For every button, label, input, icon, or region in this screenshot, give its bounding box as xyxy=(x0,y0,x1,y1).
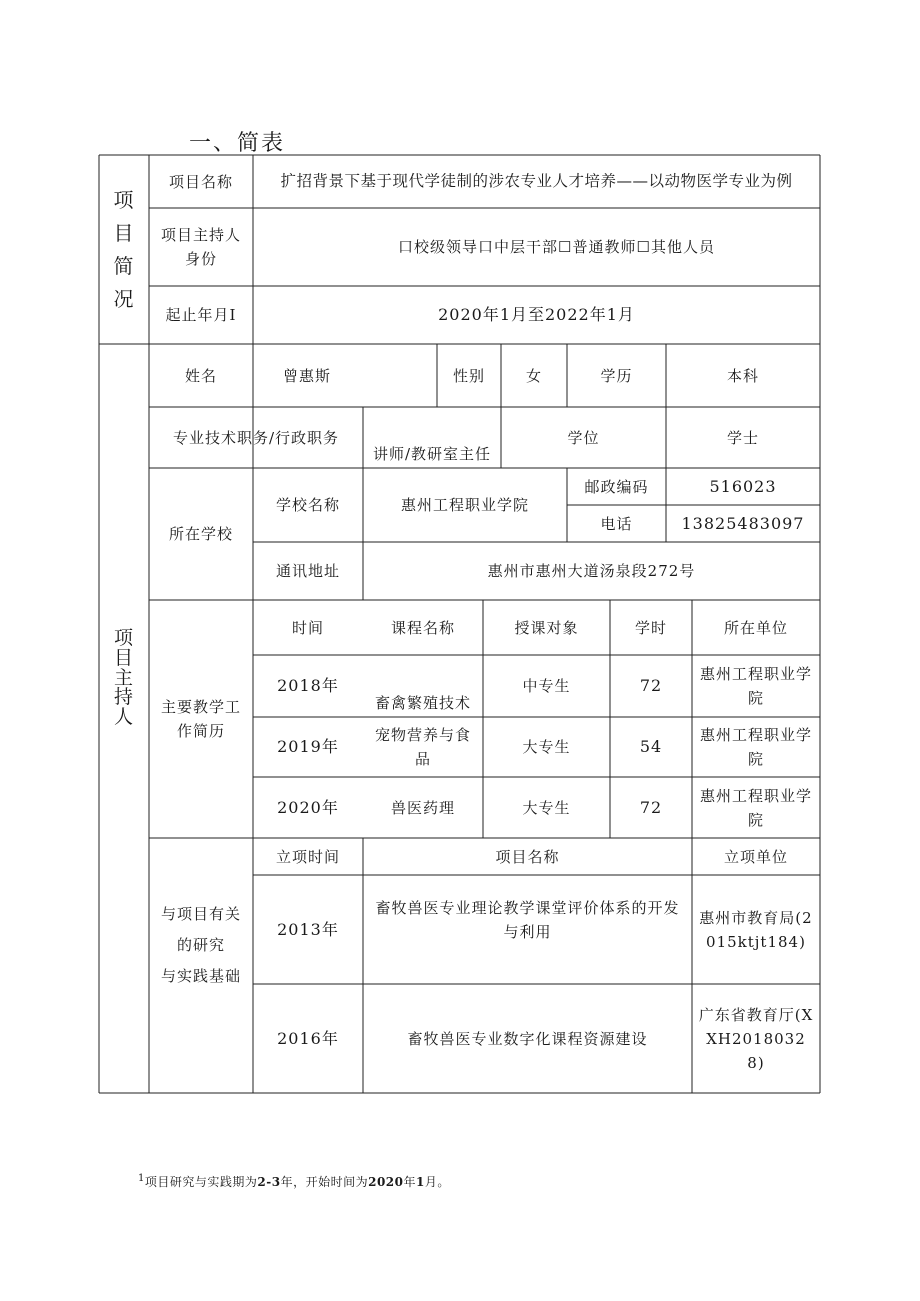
teaching-header-audience: 授课对象 xyxy=(514,618,579,637)
host-section-char: 主 xyxy=(113,666,134,689)
host-section-char: 人 xyxy=(113,706,134,729)
host-section-char: 持 xyxy=(113,686,134,709)
teaching-row-course: 畜禽繁殖技术 xyxy=(374,694,471,712)
teaching-row-audience: 大专生 xyxy=(522,798,571,817)
project-name-label: 项目名称 xyxy=(168,172,233,191)
school-name-value: 惠州工程职业学院 xyxy=(400,496,529,514)
teaching-row-time: 2018年 xyxy=(277,676,339,696)
education-label: 学历 xyxy=(600,366,633,385)
research-row-unit: 广东省教育厅(XXH20180328) xyxy=(698,1005,814,1072)
teaching-row-audience: 中专生 xyxy=(522,677,571,695)
research-row-name: 畜牧兽医专业数字化课程资源建设 xyxy=(407,1029,648,1048)
research-row-unit: 惠州市教育局(2015ktjt184) xyxy=(699,908,813,951)
school-section-label: 所在学校 xyxy=(168,525,233,543)
teaching-header-time: 时间 xyxy=(291,618,324,637)
research-row-name: 畜牧兽医专业理论教学课堂评价体系的开发与利用 xyxy=(375,898,680,941)
job-title-label: 专业技术职务/行政职务 xyxy=(172,428,340,447)
host-identity-label: 项目主持人身份 xyxy=(160,226,241,268)
phone-value: 13825483097 xyxy=(681,513,805,533)
research-header-time: 立项时间 xyxy=(275,847,340,866)
research-header-unit: 立项单位 xyxy=(723,847,788,866)
footnote-text: 月。 xyxy=(424,1175,450,1189)
teaching-row-time: 2020年 xyxy=(277,797,339,817)
period-value: 2020年1月至2022年1月 xyxy=(438,305,635,325)
teaching-header-hours: 学时 xyxy=(634,618,667,637)
footnote-mark: 1 xyxy=(138,1173,145,1184)
footnote-period: 2-3 xyxy=(257,1175,281,1189)
gender-label: 性别 xyxy=(452,366,485,385)
research-header-name: 项目名称 xyxy=(495,847,560,866)
teaching-row-course: 宠物营养与食品 xyxy=(374,726,471,768)
teaching-section-label: 主要教学工作简历 xyxy=(160,698,241,740)
teaching-header-course: 课程名称 xyxy=(390,618,455,637)
research-section-label-line1: 与项目有关的研究 xyxy=(160,905,241,955)
address-label: 通讯地址 xyxy=(275,562,340,580)
degree-value: 学士 xyxy=(726,428,759,447)
overview-section-char: 目 xyxy=(113,220,135,245)
footnote-text: 项目研究与实践期为 xyxy=(144,1175,258,1189)
host-name-label: 姓名 xyxy=(184,366,217,385)
teaching-row-unit: 惠州工程职业学院 xyxy=(699,786,812,829)
teaching-row-hours: 54 xyxy=(639,737,663,757)
postcode-value: 516023 xyxy=(709,476,777,496)
teaching-row-course: 兽医药理 xyxy=(390,798,455,817)
page-heading: 一、简表 xyxy=(189,131,286,156)
teaching-row-hours: 72 xyxy=(639,676,663,696)
teaching-row-unit: 惠州工程职业学院 xyxy=(699,665,812,707)
teaching-header-unit: 所在单位 xyxy=(723,618,788,637)
host-name-value: 曾惠斯 xyxy=(283,366,332,385)
address-value: 惠州市惠州大道汤泉段272号 xyxy=(487,562,696,580)
job-title-value: 讲师/教研室主任 xyxy=(372,445,492,463)
overview-section-char: 况 xyxy=(113,286,135,311)
education-value: 本科 xyxy=(726,366,759,385)
overview-section-char: 项 xyxy=(113,187,135,212)
phone-label: 电话 xyxy=(600,514,633,533)
overview-section-char: 简 xyxy=(113,253,135,278)
teaching-row-hours: 72 xyxy=(639,797,663,817)
research-section-label-line2: 与实践基础 xyxy=(160,966,241,985)
research-section-label xyxy=(149,838,253,1093)
footnote-text: 年 xyxy=(403,1175,417,1189)
research-row-time: 2016年 xyxy=(277,1028,339,1048)
project-name-value: 扩招背景下基于现代学徒制的涉农专业人才培养——以动物医学专业为例 xyxy=(280,172,793,191)
host-section-char: 目 xyxy=(113,646,134,669)
teaching-row-unit: 惠州工程职业学院 xyxy=(699,726,812,768)
gender-value: 女 xyxy=(525,366,542,385)
period-label: 起止年月Ⅰ xyxy=(165,306,237,324)
footnote-start-year: 2020 xyxy=(368,1175,404,1189)
teaching-row-time: 2019年 xyxy=(277,737,339,757)
footnote-text: 年，开始时间为 xyxy=(280,1175,369,1189)
postcode-label: 邮政编码 xyxy=(584,477,649,496)
host-section-char: 项 xyxy=(113,626,134,649)
footnote-start-month: 1 xyxy=(416,1175,425,1189)
degree-label: 学位 xyxy=(567,428,600,447)
footnote xyxy=(138,1173,450,1190)
host-identity-options: 口校级领导口中层干部☐普通教师☐其他人员 xyxy=(398,238,715,256)
teaching-row-audience: 大专生 xyxy=(522,738,571,756)
overview-section-label xyxy=(99,155,149,344)
host-section-label xyxy=(99,344,149,1093)
school-name-label: 学校名称 xyxy=(275,496,340,514)
research-row-time: 2013年 xyxy=(277,919,339,939)
